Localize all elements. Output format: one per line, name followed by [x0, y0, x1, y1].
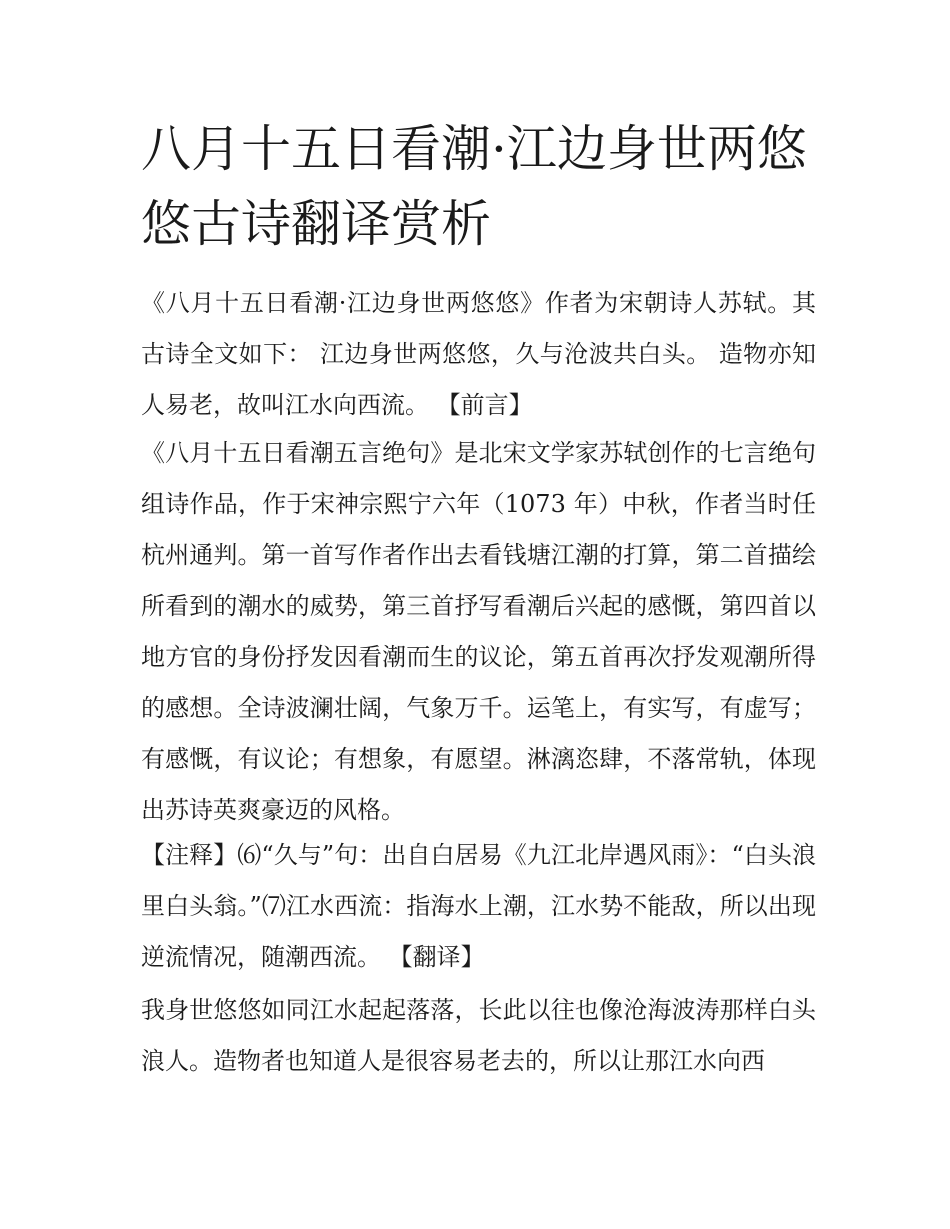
intro-paragraph: 《八月十五日看潮·江边身世两悠悠》作者为宋朝诗人苏轼。其古诗全文如下： 江边身世两悠悠，久与沧波共白头。 造物亦知人易老，故叫江水向西流。 【前言】 [141, 289, 816, 419]
translation-paragraph: 我身世悠悠如同江水起起落落，长此以往也像沧海波涛那样白头浪人。造物者也知道人是很容易老去的，所以让那江水向西 [141, 996, 816, 1075]
document-page [141, 0, 816, 1229]
notes-paragraph: 【注释】⑹“久与”句：出自白居易《九江北岸遇风雨》：“白头浪里白头翁。”⑺江水西流：指海水上潮，江水势不能敌，所以出现逆流情况，随潮西流。 【翻译】 [141, 841, 816, 971]
preface-paragraph: 《八月十五日看潮五言绝句》是北宋文学家苏轼创作的七言绝句组诗作品，作于宋神宗熙宁六年（1073 年）中秋，作者当时任杭州通判。第一首写作者作出去看钱塘江潮的打算，第二首描绘所看到的潮水的威势，第三首抒写看潮后兴起的感慨，第四首以地方官的身份抒发因看潮而生的议论，第五首再次抒发观潮所得的感想。全诗波澜壮阔，气象万千。运笔上，有实写，有虚写；有感慨，有议论；有想象，有愿望。淋漓恣肆，不落常轨，体现出苏诗英爽豪迈的风格。 [141, 439, 816, 824]
page-title: 八月十五日看潮·江边身世两悠悠古诗翻译赏析 [141, 120, 807, 253]
